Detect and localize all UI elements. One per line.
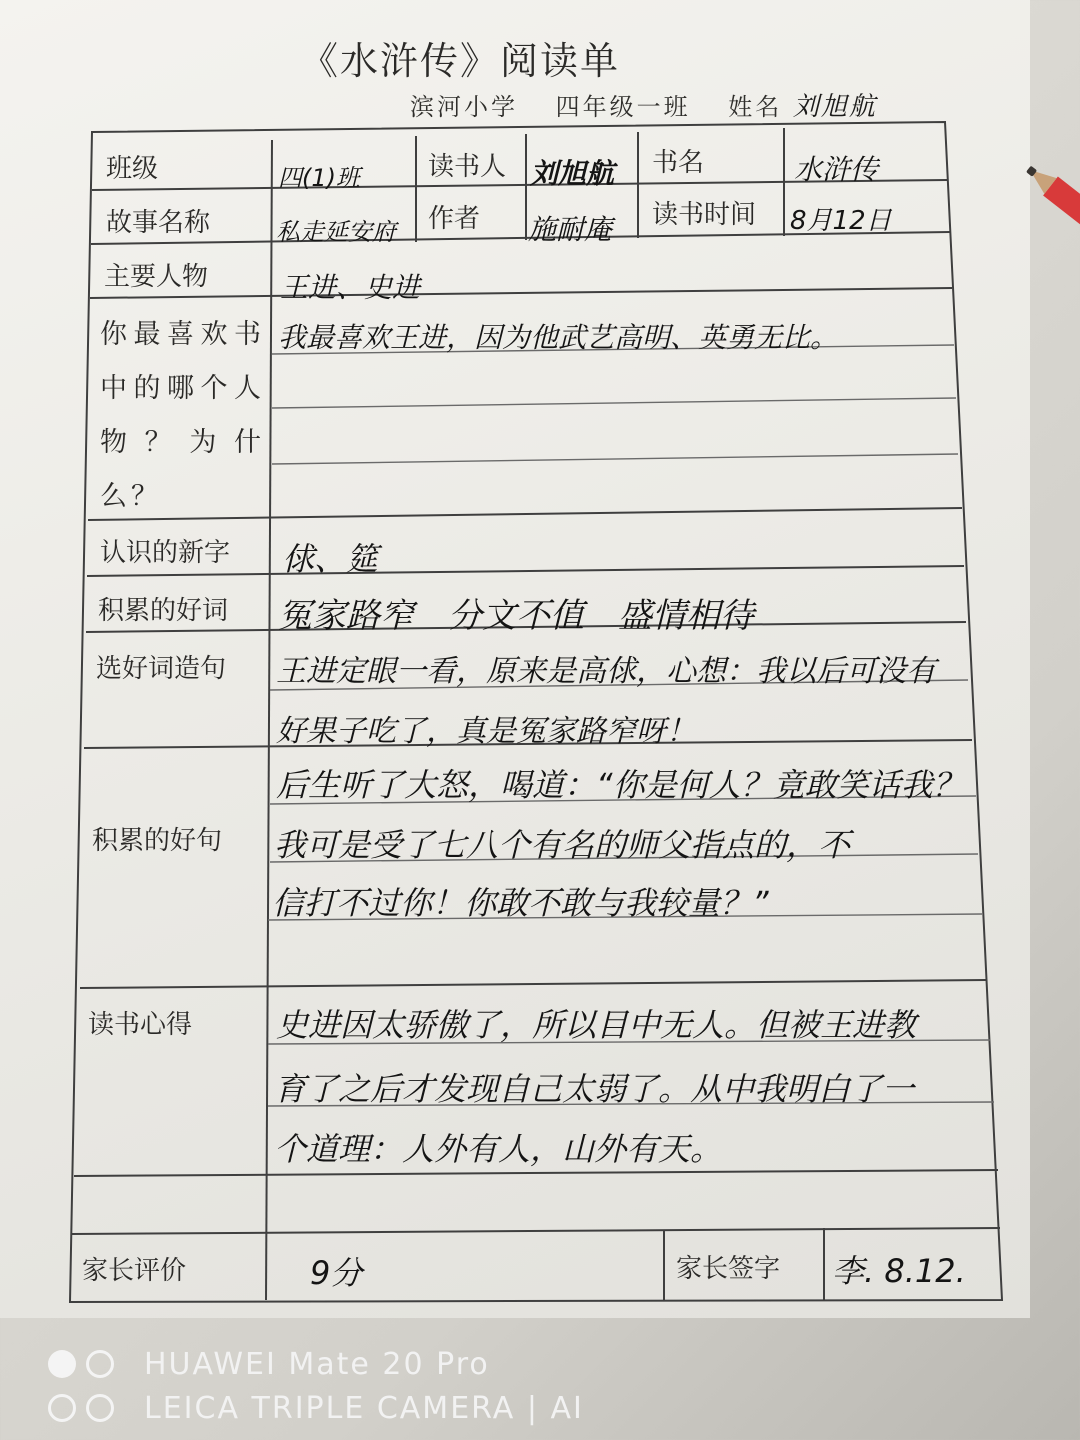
good-sentences-line-3: 信打不过你！你敢不敢与我较量？” [272, 884, 769, 922]
new-characters-label: 认识的新字 [100, 538, 231, 568]
reflection-label: 读书心得 [88, 1010, 193, 1040]
author-value: 施耐庵 [528, 213, 613, 246]
good-words-value: 冤家路窄 分文不值 盛情相待 [278, 596, 754, 636]
good-sentences-line-1: 后生听了大怒，喝道：“你是何人？竟敢笑话我？ [276, 766, 965, 804]
parent-signature-label: 家长签字 [676, 1254, 781, 1284]
reader-label: 读书人 [428, 152, 507, 182]
reader-value: 刘旭航 [530, 157, 615, 190]
book-name-value: 水浒传 [794, 153, 879, 186]
make-sentence-line-1: 王进定眼一看，原来是高俅，心想：我以后可没有 [276, 654, 936, 689]
class-value: 四(1)班 [278, 164, 360, 192]
class-label: 班级 [106, 154, 159, 184]
camera-watermark [48, 1342, 584, 1430]
grade-class: 四年级一班 [555, 93, 691, 121]
good-sentences-line-2: 我可是受了七八个有名的师父指点的，不 [274, 826, 851, 864]
parent-evaluation-value: 9分 [310, 1254, 363, 1292]
parent-evaluation-label: 家长评价 [82, 1256, 187, 1286]
leica-rings-icon-2 [48, 1390, 126, 1426]
reading-time-value: 8月12日 [790, 206, 892, 236]
good-sentences-label: 积累的好句 [92, 826, 223, 856]
story-name-value: 私走延安府 [276, 218, 396, 246]
make-sentence-line-2: 好果子吃了，真是冤家路窄呀！ [276, 714, 696, 749]
student-name: 刘旭航 [792, 92, 877, 122]
reflection-line-3: 个道理：人外有人，山外有天。 [274, 1130, 723, 1168]
favorite-character-answer: 我最喜欢王进，因为他武艺高明、英勇无比。 [278, 321, 839, 354]
school-name: 滨河小学 [410, 93, 518, 121]
parent-signature-value: 李. 8.12. [832, 1252, 966, 1290]
new-characters-value: 俅、筵 [282, 540, 379, 578]
reading-time-label: 读书时间 [652, 200, 757, 230]
reflection-line-2: 育了之后才发现自己太弱了。从中我明白了一 [274, 1070, 915, 1108]
watermark-line-1: HUAWEI Mate 20 Pro [144, 1346, 490, 1382]
favorite-character-question: 你最喜欢书中的哪个人物？为什么？ [100, 319, 265, 512]
main-characters-label: 主要人物 [104, 262, 209, 292]
watermark-line-2: LEICA TRIPLE CAMERA | AI [144, 1390, 584, 1426]
leica-rings-icon [48, 1346, 126, 1382]
author-label: 作者 [428, 204, 481, 234]
sheet-title: 《水浒传》阅读单 [300, 39, 621, 83]
main-characters-value: 王进、史进 [280, 271, 421, 304]
book-name-label: 书名 [652, 148, 705, 178]
make-sentence-label: 选好词造句 [96, 654, 227, 684]
story-name-label: 故事名称 [106, 208, 211, 238]
good-words-label: 积累的好词 [98, 596, 229, 626]
reflection-line-1: 史进因太骄傲了，所以目中无人。但被王进教 [276, 1006, 917, 1044]
name-label: 姓名 [728, 93, 783, 121]
